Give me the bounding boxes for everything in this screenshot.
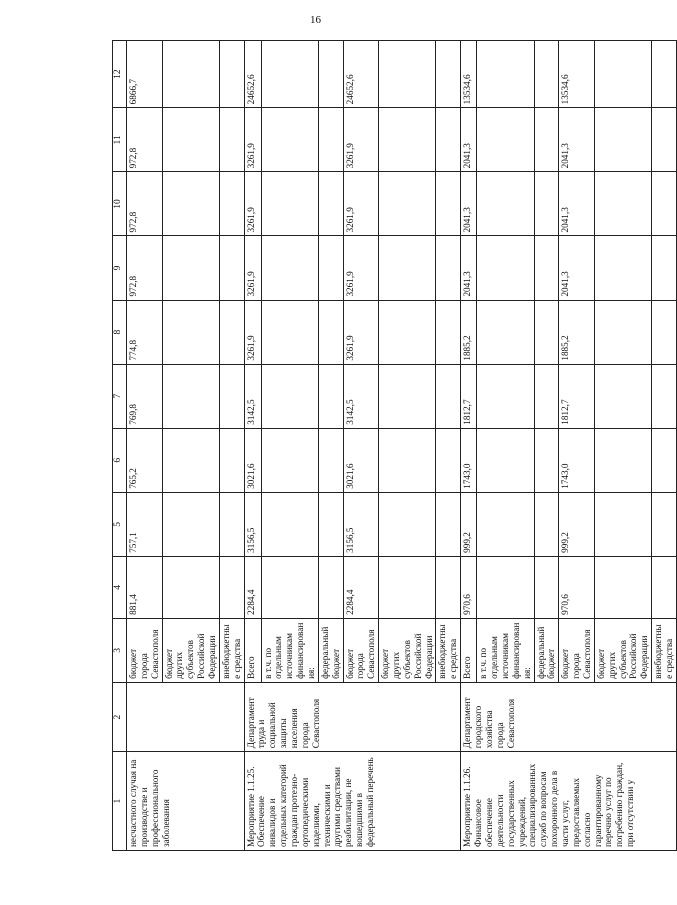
amount-cell: 881,4 <box>127 556 163 618</box>
funding-source-cell: Всего <box>461 618 477 682</box>
amount-cell <box>318 556 343 618</box>
funding-source-cell: бюджет других субъектов Российской Федерации <box>379 618 436 682</box>
table-row <box>244 41 261 851</box>
measure-name-cell: несчастного случая на производстве и профессионального заболевания <box>127 752 245 851</box>
amount-cell <box>594 108 651 172</box>
amount-cell: 2041,3 <box>559 108 595 172</box>
amount-cell <box>534 492 559 556</box>
measure-name-cell: Мероприятие 1.1.26. Финансовое обеспечение деятельности государственных учреждений, специализированных служб по вопросам похоронного дела в части услуг, предоставляемых согласно гарантированному перечню услуг по погребению граждан, при отсутствии у <box>461 752 677 851</box>
amount-cell <box>162 364 219 428</box>
amount-cell: 1885,2 <box>559 300 595 364</box>
amount-cell <box>261 428 318 492</box>
column-header: 10 <box>113 172 127 236</box>
amount-cell <box>534 364 559 428</box>
amount-cell <box>652 300 677 364</box>
amount-cell <box>477 556 534 618</box>
amount-cell <box>219 364 244 428</box>
amount-cell <box>652 41 677 108</box>
executor-cell: Департамент городского хозяйства города Севастополя <box>461 682 677 751</box>
funding-source-cell: федеральный бюджет <box>534 618 559 682</box>
amount-cell: 24652,6 <box>343 41 379 108</box>
amount-cell: 999,2 <box>559 492 595 556</box>
amount-cell <box>594 428 651 492</box>
table-row <box>127 41 163 851</box>
page-number: 16 <box>310 14 321 26</box>
amount-cell: 774,8 <box>127 300 163 364</box>
amount-cell: 3142,5 <box>343 364 379 428</box>
amount-cell: 13534,6 <box>461 41 477 108</box>
amount-cell <box>219 108 244 172</box>
column-header: 3 <box>113 618 127 682</box>
amount-cell <box>162 108 219 172</box>
amount-cell <box>318 108 343 172</box>
amount-cell <box>436 236 461 300</box>
executor-cell <box>127 682 245 751</box>
amount-cell <box>534 236 559 300</box>
amount-cell: 13534,6 <box>559 41 595 108</box>
amount-cell <box>219 41 244 108</box>
amount-cell: 3156,5 <box>244 492 261 556</box>
amount-cell: 3261,9 <box>343 236 379 300</box>
column-header: 12 <box>113 41 127 108</box>
measure-name-cell: Мероприятие 1.1.25. Обеспечение инвалидов и отдельных категорий граждан протезно-ортопедическими изделиями, техническими и другими средствами реабилитации, не вошедшими в федеральный перечень <box>244 752 461 851</box>
amount-cell <box>379 172 436 236</box>
financing-table <box>112 40 677 851</box>
amount-cell <box>219 236 244 300</box>
table-row <box>461 41 477 851</box>
rotated-table-frame <box>112 40 674 851</box>
column-header: 4 <box>113 556 127 618</box>
amount-cell: 1812,7 <box>559 364 595 428</box>
amount-cell: 1885,2 <box>461 300 477 364</box>
funding-source-cell: в т.ч. по отдельным источникам финансирования: <box>477 618 534 682</box>
amount-cell <box>219 172 244 236</box>
amount-cell: 1743,0 <box>461 428 477 492</box>
amount-cell <box>379 364 436 428</box>
amount-cell: 2284,4 <box>244 556 261 618</box>
funding-source-cell: бюджет других субъектов Российской Федерации <box>162 618 219 682</box>
amount-cell <box>379 492 436 556</box>
amount-cell: 970,6 <box>461 556 477 618</box>
funding-source-cell: в т.ч. по отдельным источникам финансирования: <box>261 618 318 682</box>
funding-source-cell: внебюджетные средства <box>219 618 244 682</box>
amount-cell <box>261 41 318 108</box>
amount-cell: 3261,9 <box>343 108 379 172</box>
amount-cell <box>436 364 461 428</box>
amount-cell <box>436 300 461 364</box>
amount-cell: 972,8 <box>127 172 163 236</box>
amount-cell <box>219 428 244 492</box>
amount-cell <box>379 108 436 172</box>
funding-source-cell: бюджет города Севастополя <box>559 618 595 682</box>
amount-cell: 3261,9 <box>244 172 261 236</box>
funding-source-cell: бюджет других субъектов Российской Федерации <box>594 618 651 682</box>
amount-cell: 765,2 <box>127 428 163 492</box>
amount-cell <box>652 428 677 492</box>
amount-cell <box>534 108 559 172</box>
amount-cell: 2041,3 <box>461 108 477 172</box>
amount-cell <box>261 172 318 236</box>
amount-cell <box>162 236 219 300</box>
amount-cell: 757,1 <box>127 492 163 556</box>
amount-cell: 769,8 <box>127 364 163 428</box>
amount-cell: 1812,7 <box>461 364 477 428</box>
funding-source-cell: внебюджетные средства <box>652 618 677 682</box>
amount-cell <box>162 492 219 556</box>
amount-cell <box>436 492 461 556</box>
amount-cell <box>162 428 219 492</box>
column-header: 9 <box>113 236 127 300</box>
amount-cell: 999,2 <box>461 492 477 556</box>
amount-cell <box>261 300 318 364</box>
funding-source-cell: внебюджетные средства <box>436 618 461 682</box>
amount-cell <box>379 41 436 108</box>
amount-cell <box>594 41 651 108</box>
amount-cell <box>162 41 219 108</box>
amount-cell <box>534 41 559 108</box>
amount-cell <box>261 492 318 556</box>
amount-cell <box>652 364 677 428</box>
amount-cell <box>318 300 343 364</box>
amount-cell: 2041,3 <box>559 236 595 300</box>
column-header-row <box>113 41 127 851</box>
column-header: 7 <box>113 364 127 428</box>
executor-cell: Департамент труда и социальной защиты населения города Севастополя <box>244 682 461 751</box>
amount-cell <box>162 300 219 364</box>
amount-cell: 3156,5 <box>343 492 379 556</box>
amount-cell: 3261,9 <box>244 236 261 300</box>
amount-cell <box>219 492 244 556</box>
amount-cell <box>477 41 534 108</box>
amount-cell <box>436 41 461 108</box>
amount-cell <box>594 172 651 236</box>
amount-cell: 3261,9 <box>244 108 261 172</box>
amount-cell: 3261,9 <box>343 300 379 364</box>
column-header: 5 <box>113 492 127 556</box>
amount-cell <box>594 364 651 428</box>
amount-cell <box>261 108 318 172</box>
column-header: 2 <box>113 682 127 751</box>
amount-cell <box>379 236 436 300</box>
amount-cell: 3261,9 <box>343 172 379 236</box>
amount-cell <box>477 236 534 300</box>
amount-cell <box>477 492 534 556</box>
funding-source-cell: Всего <box>244 618 261 682</box>
amount-cell: 2041,3 <box>559 172 595 236</box>
amount-cell <box>652 236 677 300</box>
amount-cell: 970,6 <box>559 556 595 618</box>
amount-cell <box>162 556 219 618</box>
amount-cell <box>436 428 461 492</box>
amount-cell <box>436 556 461 618</box>
funding-source-cell: бюджет города Севастополя <box>343 618 379 682</box>
amount-cell: 3142,5 <box>244 364 261 428</box>
amount-cell <box>318 492 343 556</box>
amount-cell <box>534 172 559 236</box>
amount-cell <box>318 41 343 108</box>
amount-cell: 6866,7 <box>127 41 163 108</box>
amount-cell <box>594 236 651 300</box>
amount-cell: 24652,6 <box>244 41 261 108</box>
amount-cell <box>261 236 318 300</box>
amount-cell <box>534 300 559 364</box>
amount-cell <box>318 172 343 236</box>
funding-source-cell: федеральный бюджет <box>318 618 343 682</box>
amount-cell <box>652 492 677 556</box>
amount-cell: 3261,9 <box>244 300 261 364</box>
amount-cell <box>379 300 436 364</box>
amount-cell <box>436 108 461 172</box>
amount-cell <box>162 172 219 236</box>
amount-cell: 1743,0 <box>559 428 595 492</box>
amount-cell <box>379 556 436 618</box>
table-body <box>113 41 677 851</box>
amount-cell <box>318 364 343 428</box>
amount-cell <box>318 236 343 300</box>
amount-cell <box>594 492 651 556</box>
amount-cell <box>477 108 534 172</box>
amount-cell <box>534 556 559 618</box>
column-header: 8 <box>113 300 127 364</box>
table-container <box>112 40 674 851</box>
column-header: 1 <box>113 752 127 851</box>
amount-cell: 2041,3 <box>461 236 477 300</box>
amount-cell <box>436 172 461 236</box>
amount-cell <box>477 364 534 428</box>
amount-cell <box>219 556 244 618</box>
amount-cell <box>594 300 651 364</box>
funding-source-cell: бюджет города Севастополя <box>127 618 163 682</box>
amount-cell <box>534 428 559 492</box>
column-header: 6 <box>113 428 127 492</box>
amount-cell <box>379 428 436 492</box>
amount-cell <box>652 108 677 172</box>
amount-cell <box>261 364 318 428</box>
amount-cell <box>318 428 343 492</box>
amount-cell: 972,8 <box>127 236 163 300</box>
amount-cell: 3021,6 <box>244 428 261 492</box>
amount-cell <box>477 428 534 492</box>
amount-cell <box>594 556 651 618</box>
amount-cell: 3021,6 <box>343 428 379 492</box>
amount-cell <box>652 556 677 618</box>
amount-cell: 972,8 <box>127 108 163 172</box>
amount-cell <box>652 172 677 236</box>
amount-cell <box>477 172 534 236</box>
column-header: 11 <box>113 108 127 172</box>
amount-cell <box>477 300 534 364</box>
amount-cell: 2041,3 <box>461 172 477 236</box>
amount-cell: 2284,4 <box>343 556 379 618</box>
amount-cell <box>219 300 244 364</box>
amount-cell <box>261 556 318 618</box>
